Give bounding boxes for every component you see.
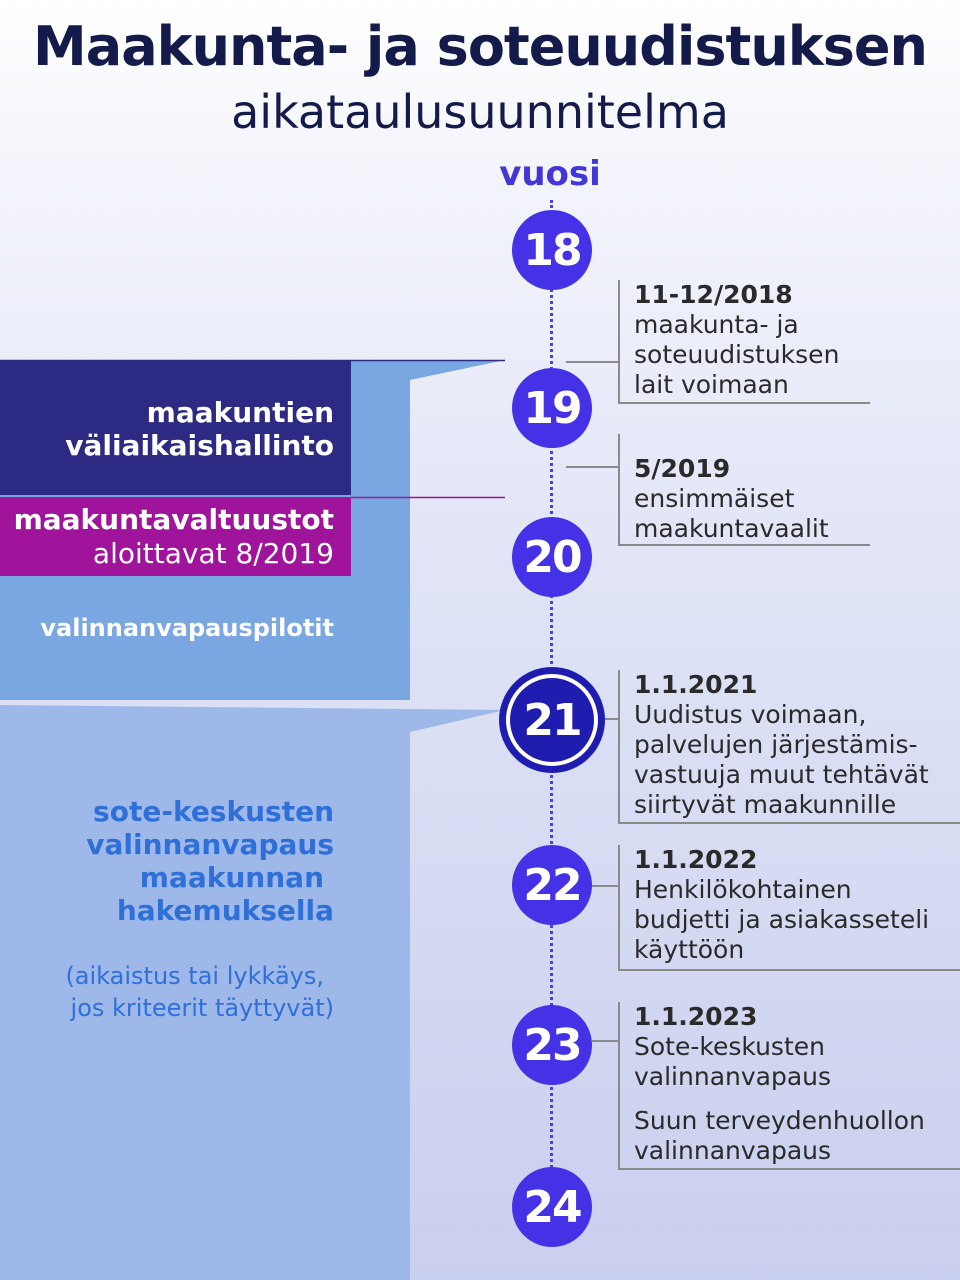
year-node-21 <box>499 667 605 773</box>
choice-line-2: valinnanvapaus <box>86 828 334 861</box>
pilots-text: valinnanvapauspilotit <box>40 614 334 642</box>
event-2021-line-2: palvelujen järjestämis- <box>634 730 918 759</box>
year-node-19-label: 19 <box>523 382 581 434</box>
event-2023 <box>618 1002 960 1170</box>
page-subtitle: aikataulusuunnitelma <box>231 85 729 139</box>
event-2023-line-2: valinnanvapaus <box>634 1062 832 1091</box>
interim-admin-label <box>0 396 334 462</box>
event-2018-date: 11-12/2018 <box>634 280 793 309</box>
interim-admin-line-1: maakuntien <box>146 396 334 429</box>
choice-note-line-1: (aikaistus tai lykkäys, <box>65 962 324 990</box>
choice-label <box>0 795 334 927</box>
connector-2023 <box>592 1040 620 1042</box>
year-node-23 <box>512 1005 592 1085</box>
event-2019-line-2: maakuntavaalit <box>634 514 829 543</box>
event-2019 <box>618 434 870 546</box>
event-2021-line-1: Uudistus voimaan, <box>634 700 867 729</box>
year-node-21-ring <box>506 674 598 766</box>
year-node-19 <box>512 368 592 448</box>
event-2023-extra-line-1: Suun terveydenhuollon <box>634 1106 925 1135</box>
choice-line-4: hakemuksella <box>116 894 334 927</box>
event-2018 <box>618 280 870 404</box>
year-node-20-label: 20 <box>523 531 581 583</box>
councils-line-1: maakuntavaltuustot <box>13 503 334 536</box>
choice-note <box>0 960 334 1024</box>
choice-line-3: maakunnan <box>139 861 324 894</box>
year-node-22 <box>512 845 592 925</box>
page-title: Maakunta- ja soteuudistuksen <box>33 15 927 78</box>
interim-admin-line-2: väliaikaishallinto <box>65 429 334 462</box>
event-2023-date: 1.1.2023 <box>634 1002 758 1031</box>
event-2023-line-1: Sote-keskusten <box>634 1032 825 1061</box>
councils-label <box>0 503 334 571</box>
connector-2019 <box>566 466 620 468</box>
event-2019-date: 5/2019 <box>634 454 731 483</box>
connector-2022 <box>592 885 620 887</box>
event-2023-extra-line-2: valinnanvapaus <box>634 1136 832 1165</box>
councils-line-2: aloittavat 8/2019 <box>92 537 334 570</box>
year-node-23-label: 23 <box>523 1019 581 1071</box>
event-2018-line-2: soteuudistuksen <box>634 340 840 369</box>
year-node-18 <box>512 210 592 290</box>
event-2022-line-3: käyttöön <box>634 935 745 964</box>
event-2021-line-4: siirtyvät maakunnille <box>634 790 897 819</box>
year-node-18-label: 18 <box>523 224 581 276</box>
event-2019-line-1: ensimmäiset <box>634 484 795 513</box>
year-node-22-label: 22 <box>523 859 581 911</box>
event-2022-date: 1.1.2022 <box>634 845 758 874</box>
year-node-24-label: 24 <box>523 1181 581 1233</box>
event-2021 <box>618 670 960 824</box>
event-2018-line-1: maakunta- ja <box>634 310 799 339</box>
event-2022-line-2: budjetti ja asiakasseteli <box>634 905 930 934</box>
connector-2018 <box>566 361 620 363</box>
event-2021-date: 1.1.2021 <box>634 670 758 699</box>
event-2022-line-1: Henkilökohtainen <box>634 875 852 904</box>
axis-label: vuosi <box>499 154 601 194</box>
event-2021-line-3: vastuuja muut tehtävät <box>634 760 929 789</box>
event-2022 <box>618 845 960 971</box>
year-node-20 <box>512 517 592 597</box>
choice-line-1: sote-keskusten <box>93 795 334 828</box>
pilots-label <box>0 612 334 644</box>
year-node-21-label: 21 <box>523 694 581 746</box>
event-2018-line-3: lait voimaan <box>634 370 789 399</box>
choice-note-line-2: jos kriteerit täyttyvät) <box>70 994 334 1022</box>
year-node-24 <box>512 1167 592 1247</box>
